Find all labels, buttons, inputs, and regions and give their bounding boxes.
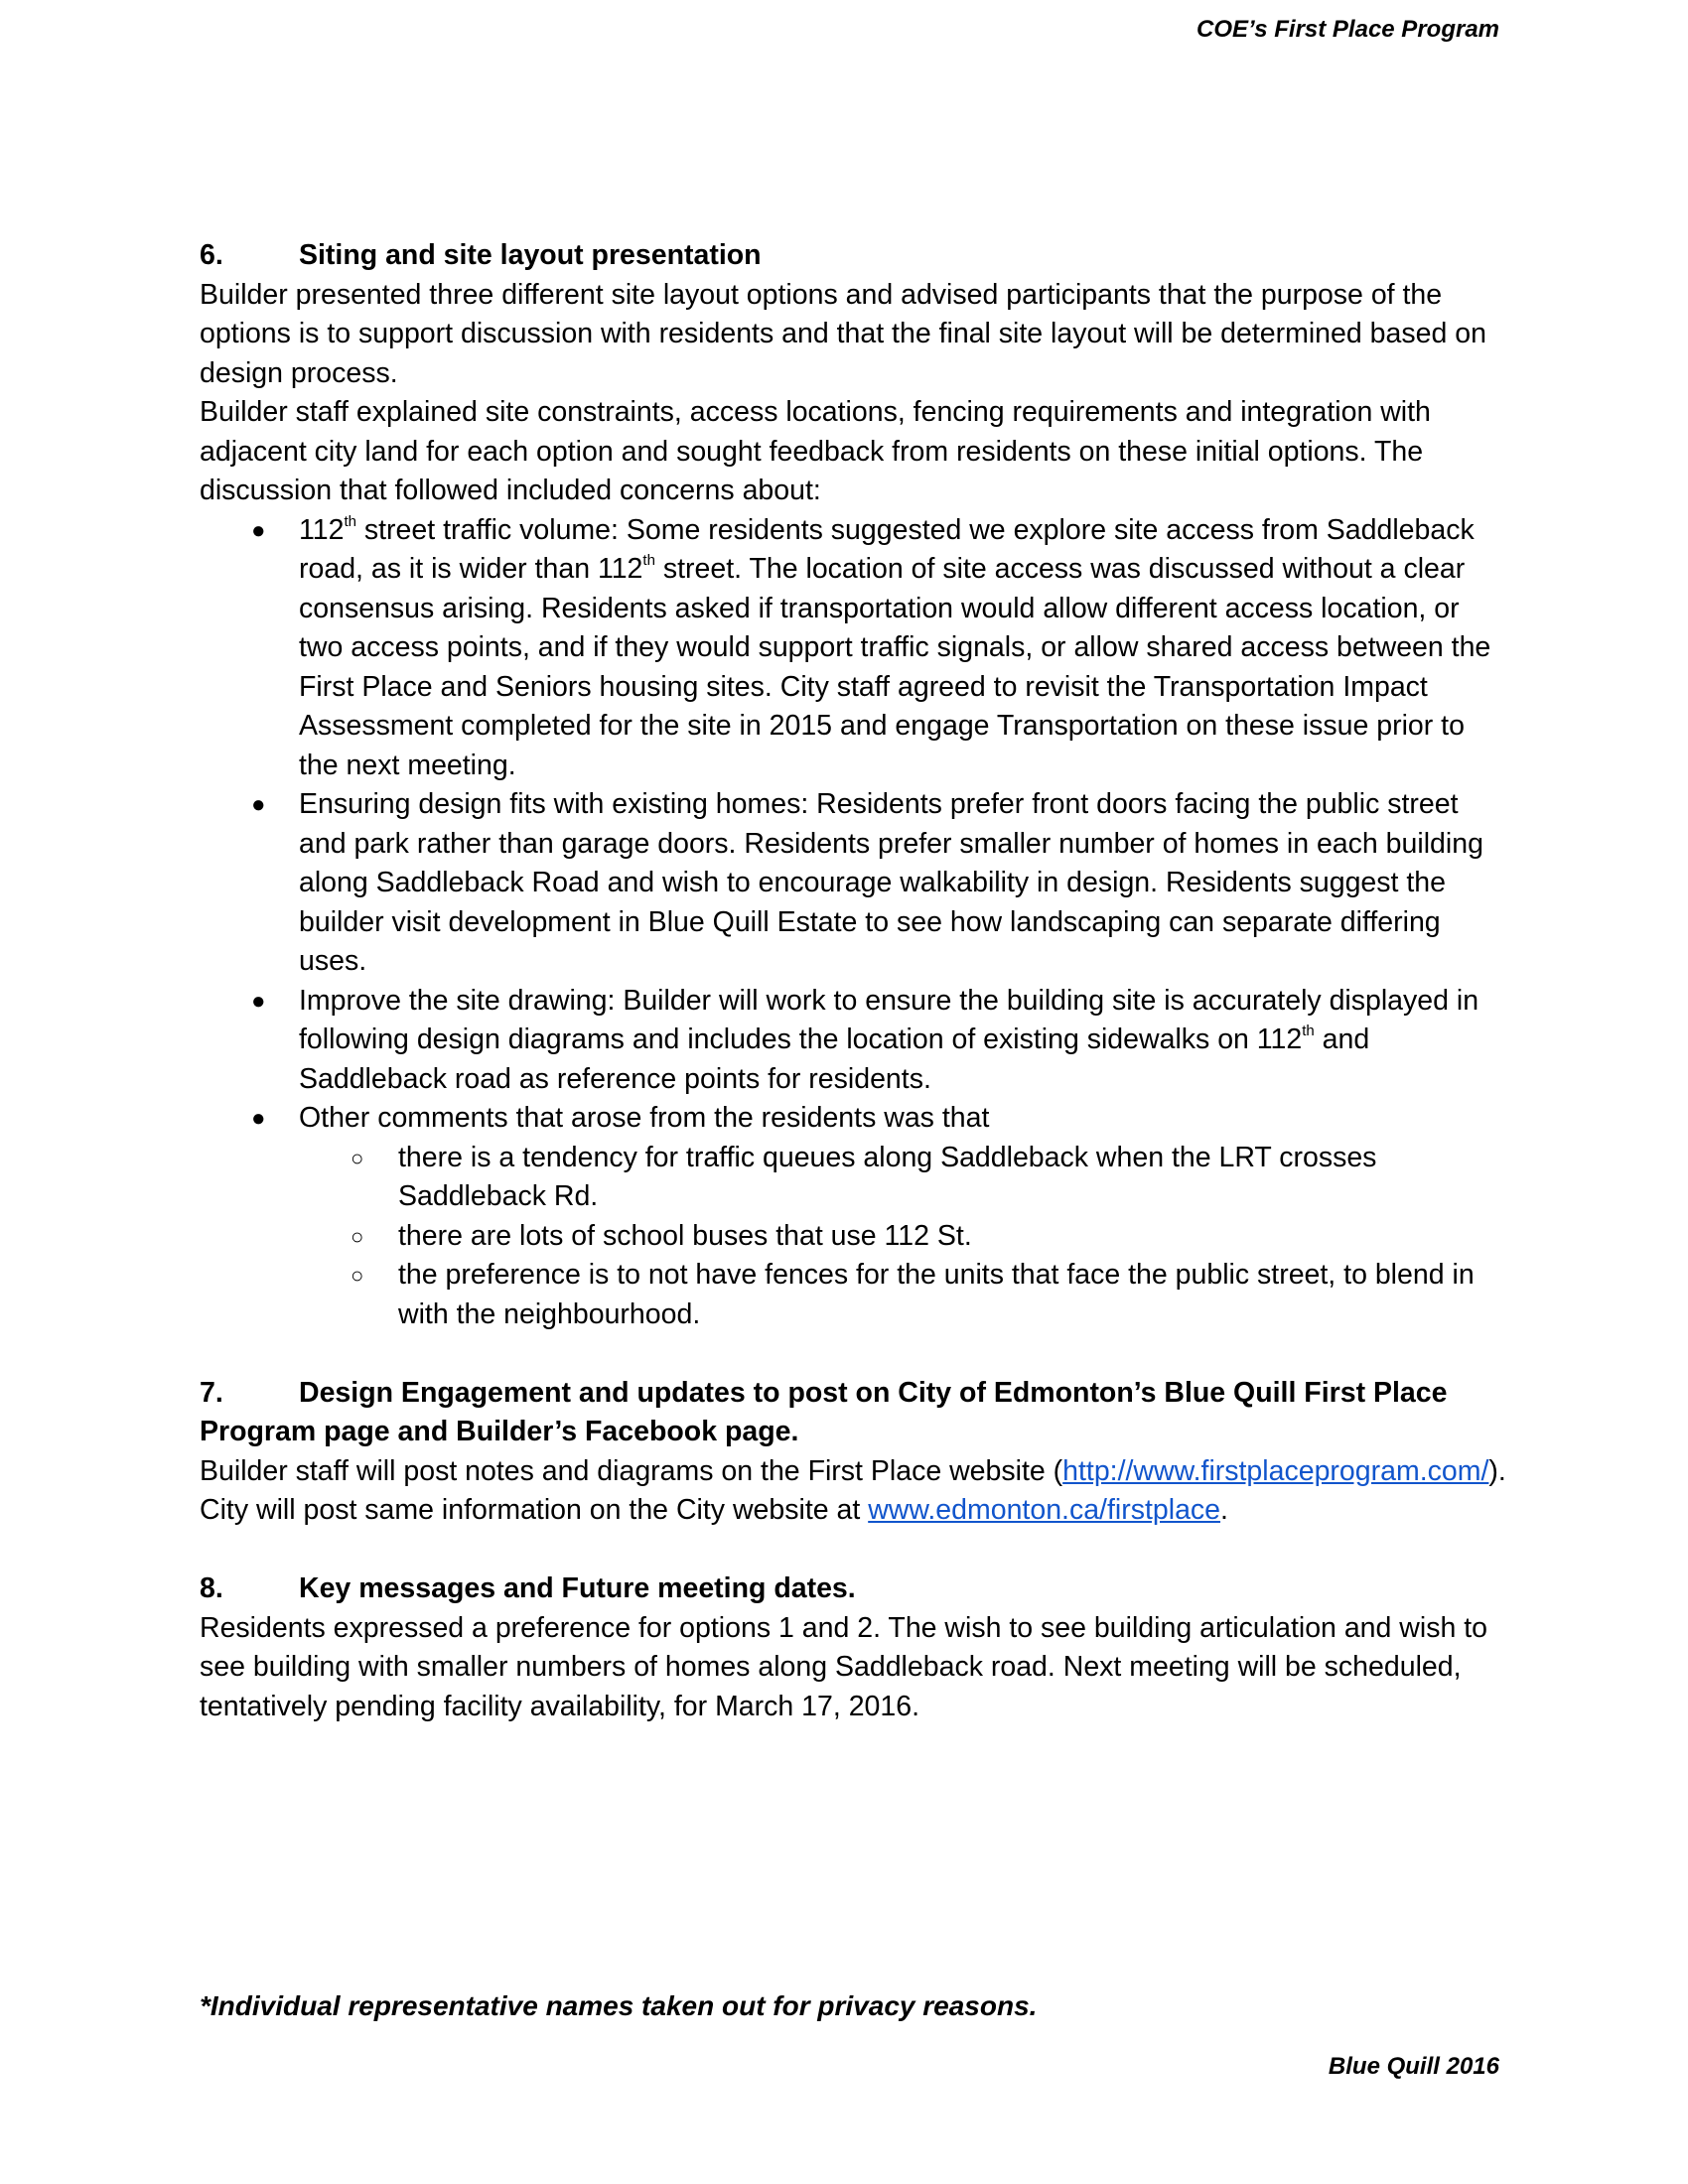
section-7-heading (200, 1374, 1510, 1452)
bullet-icon: ● (251, 516, 266, 544)
bullet-text: 112 (299, 513, 345, 546)
bullet-icon: ● (251, 1105, 266, 1132)
paragraph-text: . (1220, 1494, 1228, 1526)
section-8-number: 8. (200, 1572, 223, 1604)
section-7-number: 7. (200, 1376, 223, 1409)
section-6-paragraph-1: Builder presented three different site layout options and advised participants that the purpose of the options is to support discussion with residents and that the final site layout will be determined based on design process. (200, 278, 1486, 389)
superscript: th (642, 552, 655, 569)
section-7-paragraph (200, 1452, 1510, 1531)
sub-item-text: there is a tendency for traffic queues along Saddleback when the LRT crosses Saddleback Rd. (398, 1141, 1377, 1212)
paragraph-text: ). City will post same information on the City website at (200, 1454, 1506, 1526)
bullet-text: street traffic volume: Some residents suggested we explore site access from Saddleback road, as it is wider than 112 (299, 513, 1475, 585)
concerns-list (200, 511, 1510, 1335)
other-comments-sublist (299, 1139, 1510, 1335)
first-place-website-link[interactable]: http://www.firstplaceprogram.com/ (1062, 1454, 1489, 1487)
section-8-title: Key messages and Future meeting dates. (299, 1572, 856, 1604)
page-header: COE’s First Place Program (1196, 16, 1499, 43)
list-item-design-fits (200, 785, 1510, 982)
sub-list-item (299, 1139, 1510, 1217)
sub-list-item (299, 1217, 1510, 1257)
paragraph-text: Builder staff will post notes and diagrams on the First Place website ( (200, 1454, 1063, 1487)
city-website-link[interactable]: www.edmonton.ca/firstplace (868, 1494, 1221, 1526)
section-spacer (200, 1334, 1510, 1374)
privacy-note: *Individual representative names taken out for privacy reasons. (200, 1990, 1038, 2021)
circle-bullet-icon: ○ (351, 1145, 364, 1170)
page-footer: Blue Quill 2016 (1328, 2053, 1499, 2080)
document-body (200, 236, 1510, 1726)
circle-bullet-icon: ○ (351, 1263, 364, 1288)
bullet-icon: ● (251, 791, 266, 818)
section-spacer (200, 1531, 1510, 1570)
bullet-text: Ensuring design fits with existing homes: Residents prefer front doors facing the public street and park rather than garage doors. Residents prefer smaller number of homes in each building along Saddleback Road and wish to encourage walkability in design. Residents suggest the builder visit development in Blue Quill Estate to see how landscaping can separate differing uses. (299, 788, 1483, 977)
bullet-text: street. The location of site access was discussed without a clear consensus arising. Residents asked if transportation would allow different access location, or two access points, and if they would support traffic signals, or allow shared access between the First Place and Seniors housing sites. City staff agreed to revisit the Transportation Impact Assessment completed for the site in 2015 and engage Transportation on these issue prior to the next meeting. (299, 553, 1491, 781)
section-6-heading (200, 236, 1510, 276)
sub-list-item (299, 1256, 1510, 1334)
list-item-site-drawing (200, 982, 1510, 1100)
section-6-paragraph-2: Builder staff explained site constraints, access locations, fencing requirements and integration with adjacent city land for each option and sought feedback from residents on these initial options. The discussion that followed included concerns about: (200, 396, 1431, 506)
bullet-text: and Saddleback road as reference points for residents. (299, 1024, 1370, 1095)
sub-item-text: there are lots of school buses that use 112 St. (398, 1219, 972, 1252)
bullet-text: Improve the site drawing: Builder will work to ensure the building site is accurately displayed in following design diagrams and includes the location of existing sidewalks on 112 (299, 984, 1479, 1055)
section-6-number: 6. (200, 239, 223, 271)
bullet-text: Other comments that arose from the residents was that (299, 1102, 990, 1134)
sub-item-text: the preference is to not have fences for the units that face the public street, to blend in with the neighbourhood. (398, 1259, 1475, 1330)
section-6-title: Siting and site layout presentation (299, 239, 762, 271)
list-item-traffic-volume (200, 511, 1510, 786)
superscript: th (344, 512, 356, 530)
section-8-paragraph: Residents expressed a preference for options 1 and 2. The wish to see building articulation and wish to see building with smaller numbers of homes along Saddleback road. Next meeting will be scheduled, tentatively pending facility availability, for March 17, 2016. (200, 1611, 1488, 1722)
circle-bullet-icon: ○ (351, 1223, 364, 1249)
superscript: th (1302, 1023, 1315, 1039)
list-item-other-comments (200, 1099, 1510, 1334)
bullet-icon: ● (251, 987, 266, 1015)
section-8-heading (200, 1570, 1510, 1609)
section-7-title: Design Engagement and updates to post on City of Edmonton’s Blue Quill First Place Program page and Builder’s Facebook page. (200, 1376, 1448, 1447)
